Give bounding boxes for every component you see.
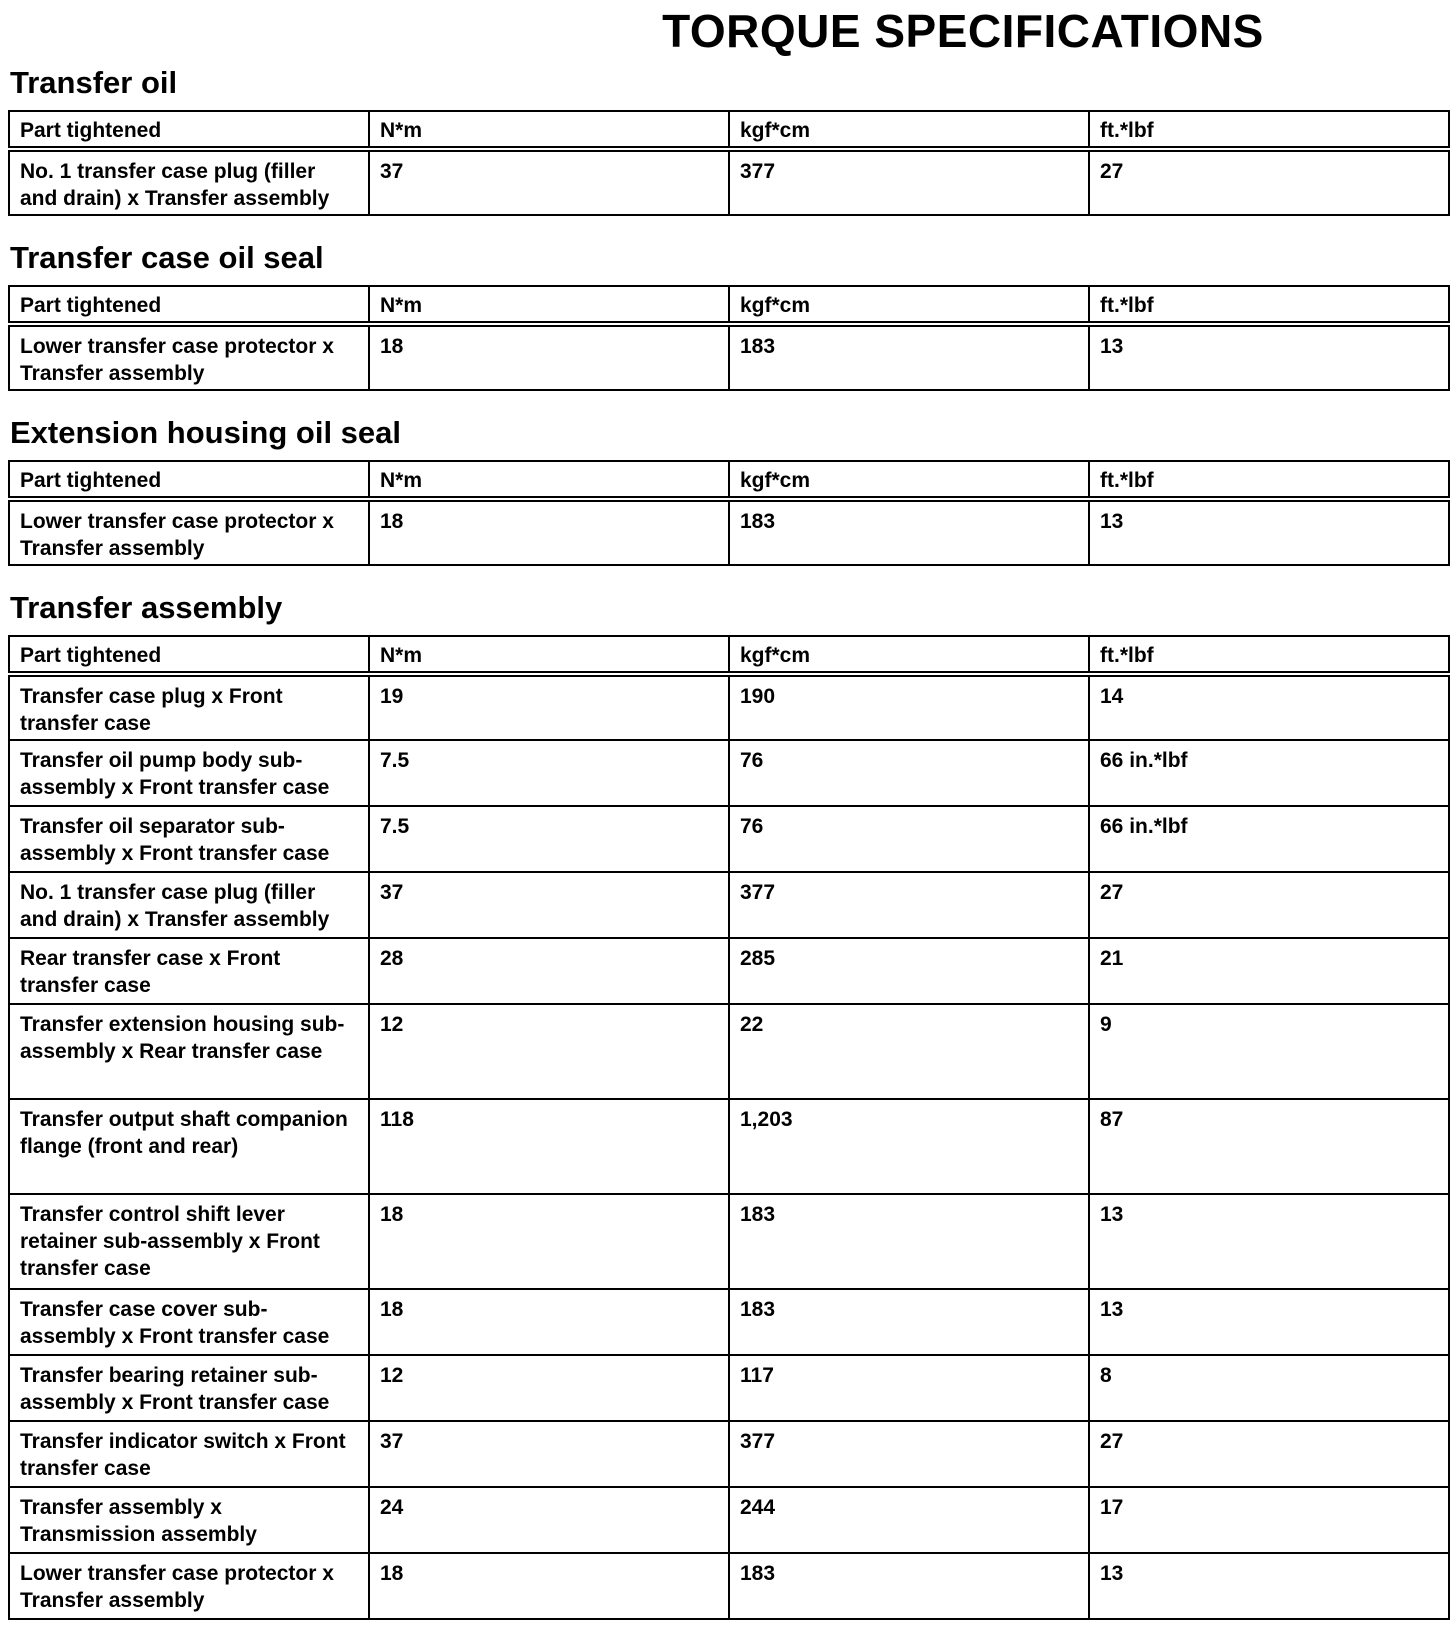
section-title: Transfer oil (10, 65, 178, 100)
cell-nm: 19 (369, 674, 729, 740)
table-row (9, 499, 1449, 565)
cell-ftlbf: 13 (1089, 1289, 1449, 1355)
table-row (9, 149, 1449, 215)
header-kgfcm: kgf*cm (729, 461, 1089, 499)
cell-part: Lower transfer case protector x Transfer assembly (9, 499, 369, 565)
header-ftlbf: ft.*lbf (1089, 461, 1449, 499)
header-ftlbf: ft.*lbf (1089, 636, 1449, 674)
cell-nm: 118 (369, 1099, 729, 1194)
cell-part: No. 1 transfer case plug (filler and drain) x Transfer assembly (9, 872, 369, 938)
cell-part: Transfer output shaft companion flange (front and rear) (9, 1099, 369, 1194)
cell-ftlbf: 13 (1089, 499, 1449, 565)
table-row (9, 674, 1449, 740)
cell-kgfcm: 117 (729, 1355, 1089, 1421)
cell-kgfcm: 76 (729, 806, 1089, 872)
header-nm: N*m (369, 636, 729, 674)
table-row (9, 806, 1449, 872)
cell-ftlbf: 13 (1089, 1194, 1449, 1289)
table-row (9, 872, 1449, 938)
section-transfer-oil (8, 65, 1448, 216)
cell-nm: 7.5 (369, 740, 729, 806)
cell-ftlbf: 27 (1089, 149, 1449, 215)
cell-part: Transfer case plug x Front transfer case (9, 674, 369, 740)
header-part-tightened: Part tightened (9, 286, 369, 324)
cell-nm: 24 (369, 1487, 729, 1553)
header-ftlbf: ft.*lbf (1089, 286, 1449, 324)
cell-kgfcm: 190 (729, 674, 1089, 740)
cell-nm: 37 (369, 872, 729, 938)
table-header-row (9, 461, 1449, 499)
cell-nm: 18 (369, 1289, 729, 1355)
cell-ftlbf: 27 (1089, 872, 1449, 938)
cell-part: Lower transfer case protector x Transfer assembly (9, 324, 369, 390)
cell-ftlbf: 66 in.*lbf (1089, 806, 1449, 872)
table-row (9, 1421, 1449, 1487)
table-row (9, 1487, 1449, 1553)
header-part-tightened: Part tightened (9, 111, 369, 149)
cell-nm: 37 (369, 1421, 729, 1487)
cell-part: Transfer oil separator sub-assembly x Front transfer case (9, 806, 369, 872)
cell-nm: 12 (369, 1004, 729, 1099)
cell-kgfcm: 377 (729, 149, 1089, 215)
header-part-tightened: Part tightened (9, 636, 369, 674)
torque-table (8, 460, 1450, 566)
cell-kgfcm: 22 (729, 1004, 1089, 1099)
cell-kgfcm: 1,203 (729, 1099, 1089, 1194)
cell-kgfcm: 183 (729, 324, 1089, 390)
cell-kgfcm: 183 (729, 1553, 1089, 1619)
cell-ftlbf: 9 (1089, 1004, 1449, 1099)
header-nm: N*m (369, 286, 729, 324)
header-nm: N*m (369, 111, 729, 149)
table-row (9, 1004, 1449, 1099)
torque-table (8, 635, 1450, 1620)
section-title: Transfer assembly (10, 590, 283, 625)
cell-kgfcm: 377 (729, 1421, 1089, 1487)
cell-part: Transfer control shift lever retainer sub-assembly x Front transfer case (9, 1194, 369, 1289)
table-header-row (9, 286, 1449, 324)
cell-kgfcm: 285 (729, 938, 1089, 1004)
cell-part: Lower transfer case protector x Transfer assembly (9, 1553, 369, 1619)
table-row (9, 1355, 1449, 1421)
cell-nm: 7.5 (369, 806, 729, 872)
cell-part: Transfer extension housing sub-assembly x Rear transfer case (9, 1004, 369, 1099)
section-extension-housing-oil-seal (8, 415, 1448, 566)
cell-nm: 18 (369, 1194, 729, 1289)
cell-ftlbf: 8 (1089, 1355, 1449, 1421)
cell-kgfcm: 183 (729, 1289, 1089, 1355)
page-title: TORQUE SPECIFICATIONS (662, 5, 1264, 57)
cell-nm: 37 (369, 149, 729, 215)
table-row (9, 1289, 1449, 1355)
cell-part: Transfer bearing retainer sub-assembly x Front transfer case (9, 1355, 369, 1421)
cell-part: Transfer assembly x Transmission assembly (9, 1487, 369, 1553)
table-row (9, 1099, 1449, 1194)
cell-kgfcm: 183 (729, 499, 1089, 565)
header-ftlbf: ft.*lbf (1089, 111, 1449, 149)
cell-part: Transfer oil pump body sub-assembly x Front transfer case (9, 740, 369, 806)
cell-nm: 18 (369, 324, 729, 390)
cell-ftlbf: 66 in.*lbf (1089, 740, 1449, 806)
cell-ftlbf: 87 (1089, 1099, 1449, 1194)
torque-table (8, 110, 1450, 216)
section-title: Transfer case oil seal (10, 240, 324, 275)
header-nm: N*m (369, 461, 729, 499)
cell-part: Transfer case cover sub-assembly x Front transfer case (9, 1289, 369, 1355)
header-kgfcm: kgf*cm (729, 111, 1089, 149)
cell-kgfcm: 244 (729, 1487, 1089, 1553)
table-row (9, 938, 1449, 1004)
table-header-row (9, 111, 1449, 149)
cell-ftlbf: 27 (1089, 1421, 1449, 1487)
table-row (9, 1553, 1449, 1619)
header-kgfcm: kgf*cm (729, 636, 1089, 674)
cell-part: Rear transfer case x Front transfer case (9, 938, 369, 1004)
cell-ftlbf: 13 (1089, 1553, 1449, 1619)
cell-part: No. 1 transfer case plug (filler and drain) x Transfer assembly (9, 149, 369, 215)
section-title: Extension housing oil seal (10, 415, 402, 450)
section-transfer-case-oil-seal (8, 240, 1448, 391)
cell-ftlbf: 14 (1089, 674, 1449, 740)
table-row (9, 740, 1449, 806)
table-header-row (9, 636, 1449, 674)
cell-ftlbf: 21 (1089, 938, 1449, 1004)
cell-part: Transfer indicator switch x Front transfer case (9, 1421, 369, 1487)
table-row (9, 324, 1449, 390)
cell-ftlbf: 13 (1089, 324, 1449, 390)
cell-kgfcm: 183 (729, 1194, 1089, 1289)
cell-kgfcm: 377 (729, 872, 1089, 938)
cell-nm: 12 (369, 1355, 729, 1421)
cell-ftlbf: 17 (1089, 1487, 1449, 1553)
header-part-tightened: Part tightened (9, 461, 369, 499)
header-kgfcm: kgf*cm (729, 286, 1089, 324)
section-transfer-assembly (8, 590, 1448, 1620)
cell-nm: 18 (369, 499, 729, 565)
cell-nm: 28 (369, 938, 729, 1004)
cell-nm: 18 (369, 1553, 729, 1619)
table-row (9, 1194, 1449, 1289)
cell-kgfcm: 76 (729, 740, 1089, 806)
torque-table (8, 285, 1450, 391)
